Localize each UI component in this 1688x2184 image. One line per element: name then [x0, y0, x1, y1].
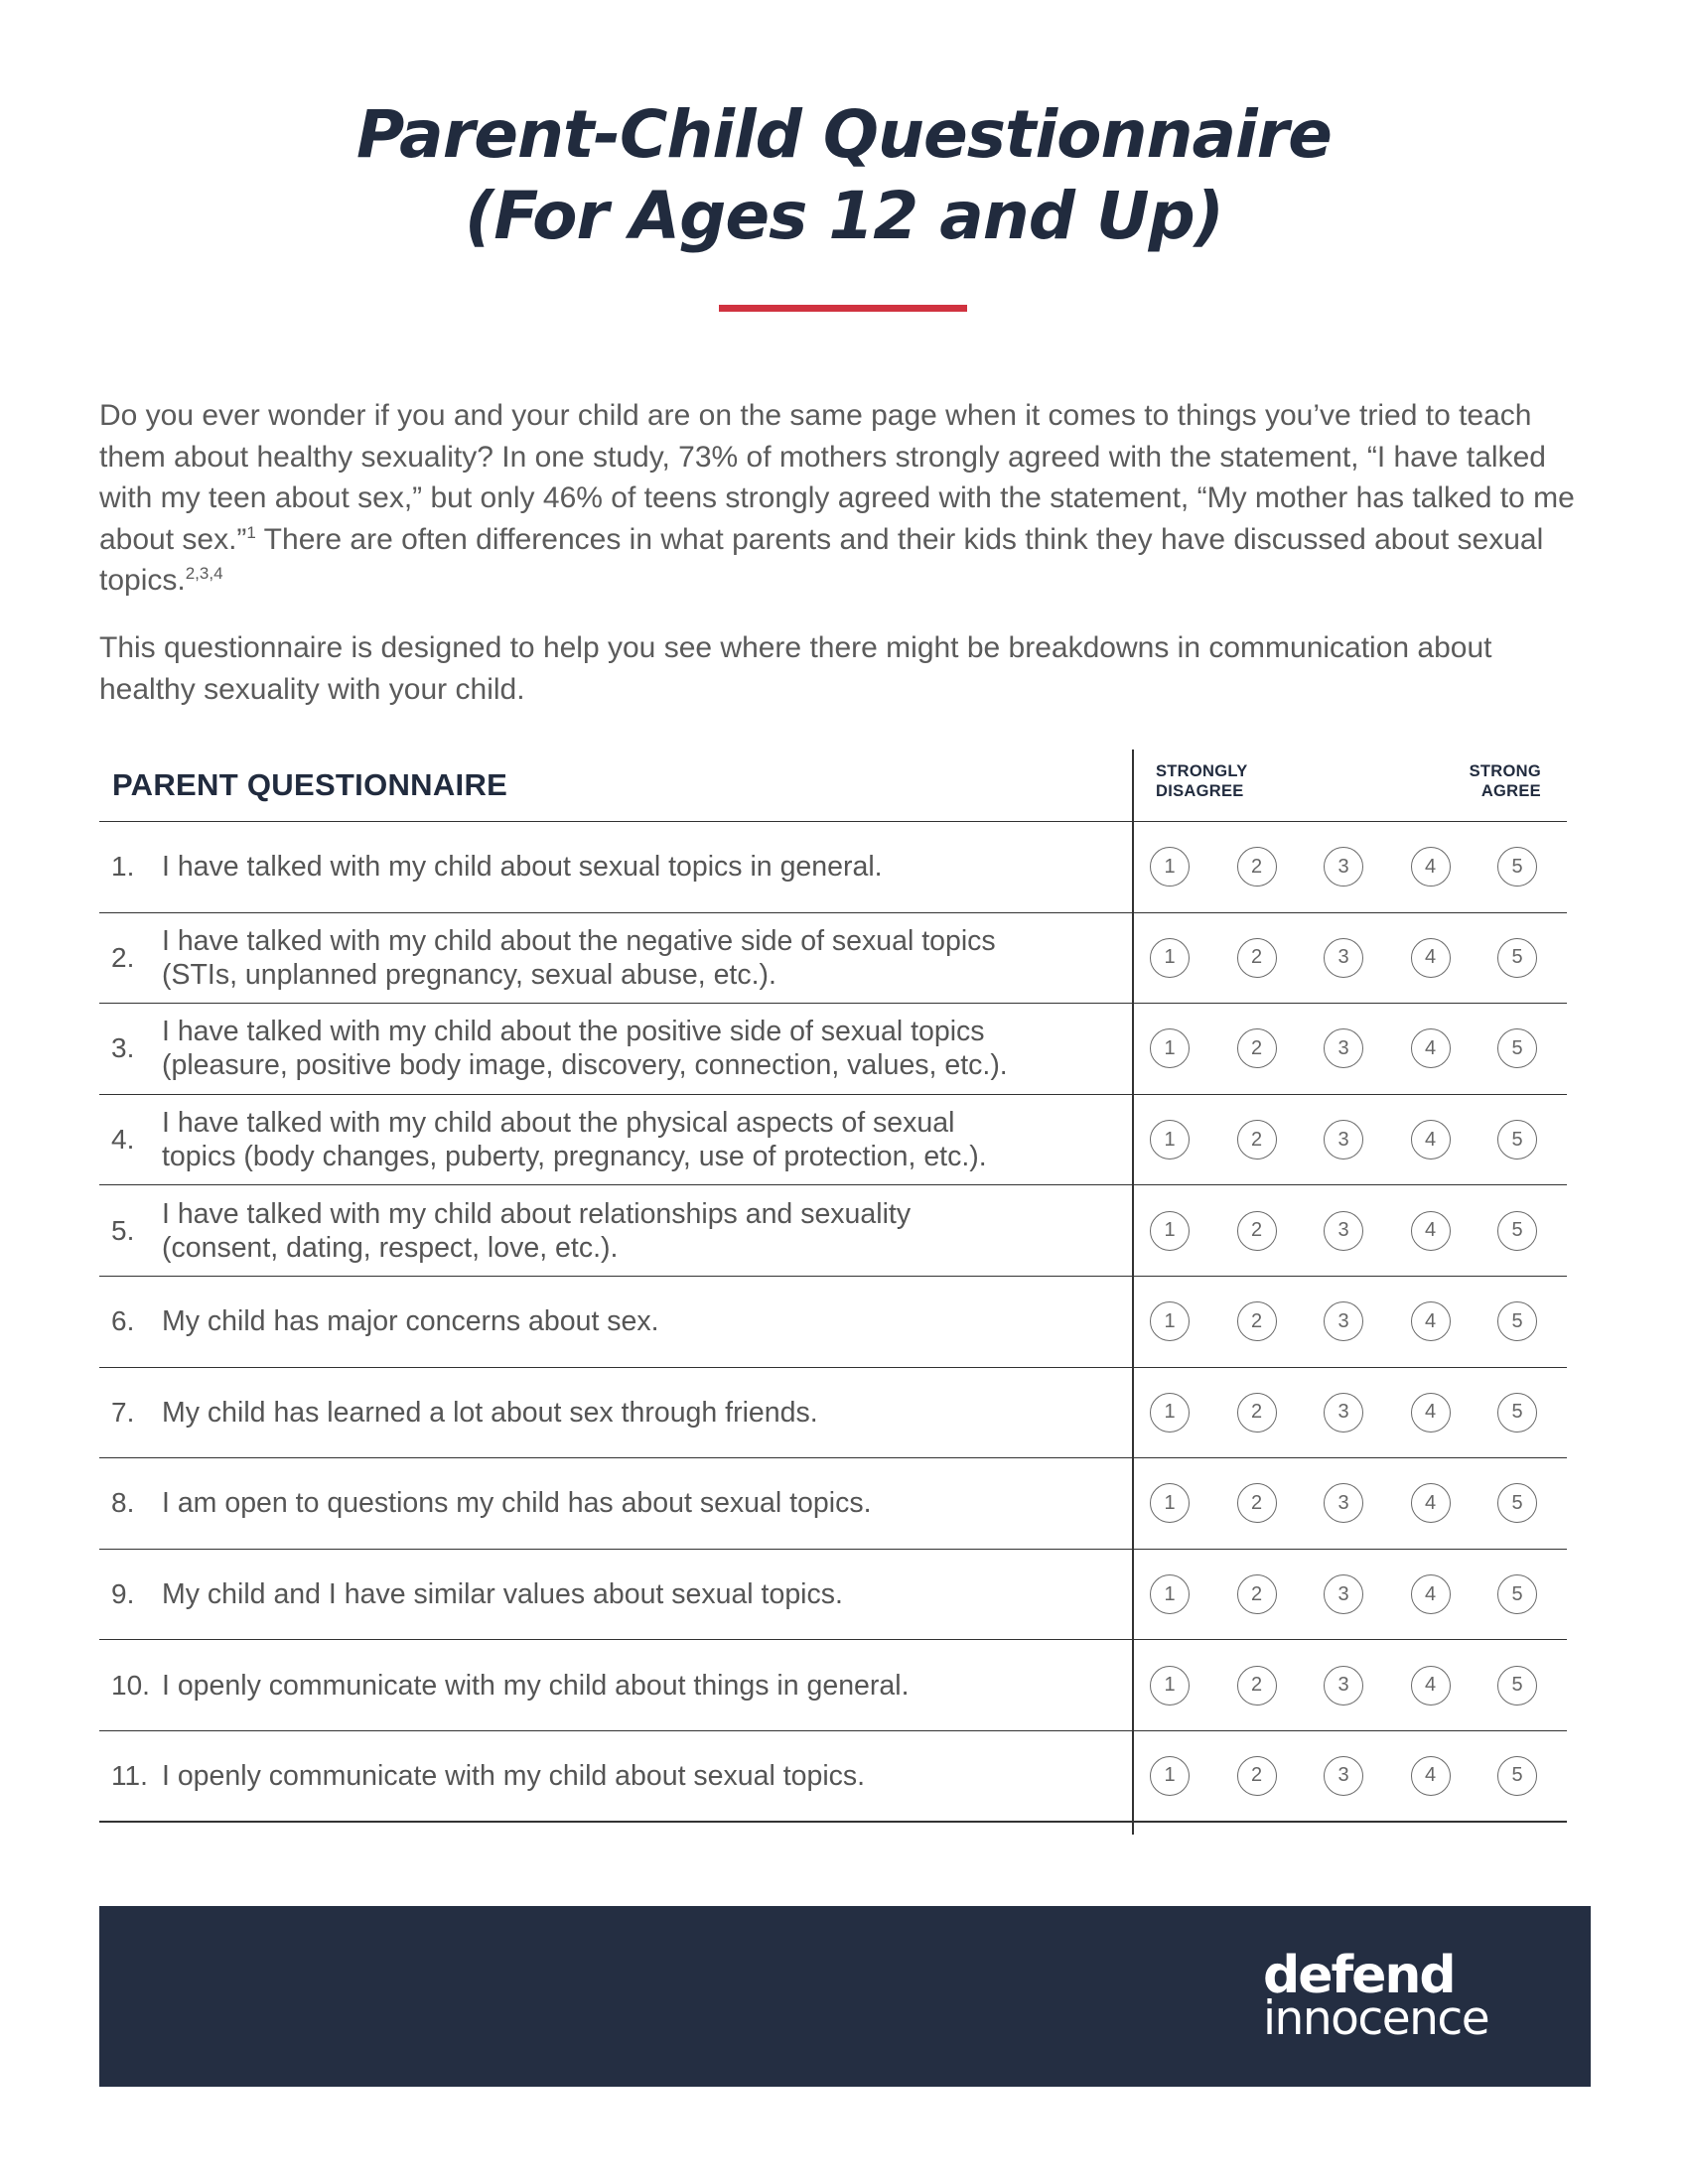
- question-text: [162, 913, 1135, 1004]
- table-heading: PARENT QUESTIONNAIRE: [112, 767, 508, 802]
- rating-option-3[interactable]: 3: [1324, 1393, 1363, 1433]
- rating-choices: [1150, 1368, 1537, 1458]
- question-text-line: (STIs, unplanned pregnancy, sexual abuse, etc.).: [162, 958, 776, 991]
- question-text-line: My child has learned a lot about sex through friends.: [162, 1396, 818, 1429]
- parent-questionnaire-table: [99, 750, 1567, 1823]
- rating-option-2[interactable]: 2: [1237, 1666, 1277, 1706]
- question-number: 4.: [111, 1124, 135, 1156]
- rating-option-2[interactable]: 2: [1237, 938, 1277, 978]
- rating-choices: [1150, 1550, 1537, 1640]
- rating-choices: [1150, 1640, 1537, 1730]
- rating-option-5[interactable]: 5: [1497, 1666, 1537, 1706]
- title-line-2: (For Ages 12 and Up): [465, 178, 1223, 254]
- defend-innocence-logo: [1263, 1946, 1489, 2046]
- question-text-line: I have talked with my child about the physical aspects of sexual: [162, 1107, 955, 1140]
- question-row: [99, 822, 1567, 913]
- rating-option-5[interactable]: 5: [1497, 1756, 1537, 1796]
- question-text-line: topics (body changes, puberty, pregnancy, use of protection, etc.).: [162, 1141, 987, 1173]
- rating-option-1[interactable]: 1: [1150, 1756, 1190, 1796]
- footnote-ref-1: 1: [246, 522, 256, 542]
- rating-option-4[interactable]: 4: [1411, 1301, 1451, 1341]
- rating-option-1[interactable]: 1: [1150, 1393, 1190, 1433]
- logo-word-defend: defend: [1263, 1946, 1455, 2005]
- rating-option-5[interactable]: 5: [1497, 1301, 1537, 1341]
- rating-option-2[interactable]: 2: [1237, 1301, 1277, 1341]
- title-line-1: Parent-Child Questionnaire: [356, 96, 1332, 173]
- rating-option-5[interactable]: 5: [1497, 1211, 1537, 1251]
- rating-choices: [1150, 1185, 1537, 1276]
- question-text-line: I have talked with my child about the negative side of sexual topics: [162, 924, 996, 957]
- rating-option-5[interactable]: 5: [1497, 1028, 1537, 1068]
- rating-option-2[interactable]: 2: [1237, 1211, 1277, 1251]
- rating-option-1[interactable]: 1: [1150, 1301, 1190, 1341]
- footer-banner: [99, 1906, 1591, 2087]
- question-rows: [99, 822, 1567, 1823]
- question-number: 1.: [111, 851, 135, 883]
- rating-option-1[interactable]: 1: [1150, 847, 1190, 887]
- rating-option-4[interactable]: 4: [1411, 1028, 1451, 1068]
- question-row: [99, 1458, 1567, 1550]
- rating-option-4[interactable]: 4: [1411, 938, 1451, 978]
- rating-choices: [1150, 822, 1537, 912]
- question-text: [162, 1550, 1135, 1640]
- rating-option-3[interactable]: 3: [1324, 1574, 1363, 1614]
- rating-option-3[interactable]: 3: [1324, 938, 1363, 978]
- rating-option-2[interactable]: 2: [1237, 1574, 1277, 1614]
- intro-text-1: Do you ever wonder if you and your child are on the same page when it comes to things you’ve tried to teach them about healthy sexuality? In one study, 73% of mothers strongly agreed with the statement, “I have talked with my teen about sex,” but only 46% of teens strongly agreed with the statement, “My mother has talked to me about sex.”: [99, 399, 1575, 556]
- rating-option-1[interactable]: 1: [1150, 1483, 1190, 1523]
- question-text: [162, 1004, 1135, 1094]
- rating-option-3[interactable]: 3: [1324, 1120, 1363, 1160]
- question-number: 2.: [111, 941, 135, 973]
- page-title: [0, 94, 1688, 257]
- rating-option-5[interactable]: 5: [1497, 847, 1537, 887]
- question-row: [99, 1277, 1567, 1368]
- question-number: 8.: [111, 1487, 135, 1519]
- rating-option-1[interactable]: 1: [1150, 1574, 1190, 1614]
- rating-option-4[interactable]: 4: [1411, 1483, 1451, 1523]
- question-row: [99, 1095, 1567, 1186]
- rating-choices: [1150, 1095, 1537, 1185]
- rating-choices: [1150, 1004, 1537, 1094]
- question-row: [99, 1550, 1567, 1641]
- question-text-line: My child has major concerns about sex.: [162, 1305, 659, 1338]
- question-text: [162, 1368, 1135, 1458]
- question-text-line: I openly communicate with my child about things in general.: [162, 1669, 910, 1702]
- question-text: [162, 1095, 1135, 1185]
- rating-option-4[interactable]: 4: [1411, 1756, 1451, 1796]
- question-number: 11.: [111, 1759, 148, 1791]
- logo-word-innocence: innocence: [1263, 1991, 1489, 2046]
- rating-option-2[interactable]: 2: [1237, 1756, 1277, 1796]
- rating-option-2[interactable]: 2: [1237, 1393, 1277, 1433]
- question-row: [99, 1731, 1567, 1823]
- question-number: 10.: [111, 1669, 150, 1701]
- rating-choices: [1150, 1277, 1537, 1367]
- rating-option-5[interactable]: 5: [1497, 1574, 1537, 1614]
- table-header: [99, 750, 1567, 822]
- question-number: 9.: [111, 1578, 135, 1610]
- question-text: [162, 1277, 1135, 1367]
- question-number: 6.: [111, 1305, 135, 1337]
- question-row: [99, 1640, 1567, 1731]
- rating-option-2[interactable]: 2: [1237, 1483, 1277, 1523]
- rating-option-4[interactable]: 4: [1411, 1574, 1451, 1614]
- question-row: [99, 1185, 1567, 1277]
- rating-option-4[interactable]: 4: [1411, 1666, 1451, 1706]
- question-number: 3.: [111, 1032, 135, 1064]
- scale-label-strong-agree: STRONG AGREE: [1469, 762, 1541, 800]
- question-text: [162, 1185, 1135, 1276]
- intro-text-1-cont: There are often differences in what parents and their kids think they have discussed about sexual topics.: [99, 522, 1544, 597]
- rating-option-4[interactable]: 4: [1411, 847, 1451, 887]
- intro-paragraph-2: This questionnaire is designed to help you see where there might be breakdowns in communication about healthy sexuality with your child.: [99, 631, 1492, 706]
- question-row: [99, 1004, 1567, 1095]
- rating-option-1[interactable]: 1: [1150, 1211, 1190, 1251]
- rating-option-3[interactable]: 3: [1324, 847, 1363, 887]
- question-text: [162, 1458, 1135, 1549]
- question-text-line: (consent, dating, respect, love, etc.).: [162, 1231, 619, 1264]
- rating-choices: [1150, 1731, 1537, 1821]
- rating-option-4[interactable]: 4: [1411, 1120, 1451, 1160]
- question-text: [162, 822, 1135, 912]
- rating-option-3[interactable]: 3: [1324, 1301, 1363, 1341]
- rating-option-4[interactable]: 4: [1411, 1393, 1451, 1433]
- rating-option-2[interactable]: 2: [1237, 1120, 1277, 1160]
- rating-option-1[interactable]: 1: [1150, 1028, 1190, 1068]
- rating-option-5[interactable]: 5: [1497, 938, 1537, 978]
- rating-option-3[interactable]: 3: [1324, 1483, 1363, 1523]
- question-text-line: My child and I have similar values about sexual topics.: [162, 1578, 843, 1611]
- question-row: [99, 1368, 1567, 1459]
- rating-option-1[interactable]: 1: [1150, 938, 1190, 978]
- intro-paragraph-1: [99, 395, 1589, 602]
- rating-option-3[interactable]: 3: [1324, 1211, 1363, 1251]
- rating-choices: [1150, 913, 1537, 1004]
- rating-option-3[interactable]: 3: [1324, 1756, 1363, 1796]
- footnote-ref-2-4: 2,3,4: [185, 564, 223, 583]
- rating-option-5[interactable]: 5: [1497, 1120, 1537, 1160]
- question-text-line: I am open to questions my child has about sexual topics.: [162, 1487, 872, 1520]
- rating-option-5[interactable]: 5: [1497, 1483, 1537, 1523]
- question-text-line: I have talked with my child about relationships and sexuality: [162, 1197, 912, 1230]
- rating-choices: [1150, 1458, 1537, 1549]
- rating-option-4[interactable]: 4: [1411, 1211, 1451, 1251]
- scale-label-strongly-disagree: STRONGLY DISAGREE: [1156, 762, 1248, 800]
- rating-option-3[interactable]: 3: [1324, 1666, 1363, 1706]
- rating-option-2[interactable]: 2: [1237, 1028, 1277, 1068]
- title-divider: [719, 305, 967, 312]
- question-text: [162, 1731, 1135, 1821]
- rating-option-1[interactable]: 1: [1150, 1666, 1190, 1706]
- question-text-line: I have talked with my child about sexual topics in general.: [162, 851, 883, 884]
- rating-option-3[interactable]: 3: [1324, 1028, 1363, 1068]
- question-text-line: (pleasure, positive body image, discovery, connection, values, etc.).: [162, 1049, 1008, 1082]
- rating-option-5[interactable]: 5: [1497, 1393, 1537, 1433]
- rating-option-1[interactable]: 1: [1150, 1120, 1190, 1160]
- question-number: 7.: [111, 1396, 135, 1428]
- question-text-line: I have talked with my child about the positive side of sexual topics: [162, 1016, 985, 1048]
- question-number: 5.: [111, 1214, 135, 1246]
- question-row: [99, 913, 1567, 1005]
- rating-option-2[interactable]: 2: [1237, 847, 1277, 887]
- question-text-line: I openly communicate with my child about sexual topics.: [162, 1759, 866, 1792]
- question-text: [162, 1640, 1135, 1730]
